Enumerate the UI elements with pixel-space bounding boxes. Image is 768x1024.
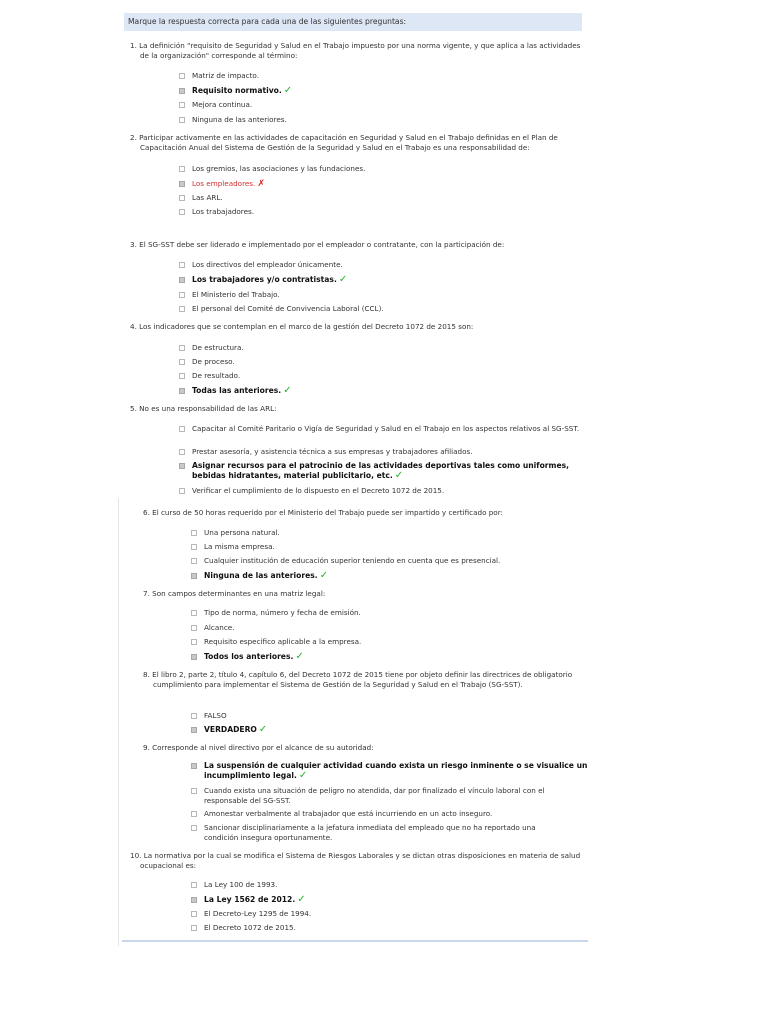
option-q4-1[interactable] [179,343,579,353]
option-label: Cualquier institución de educación superior teniendo en cuenta que es presencial. [204,556,501,565]
question-text: Los indicadores que se contemplan en el marco de la gestión del Decreto 1072 de 2015 son: [139,322,474,331]
option-label: Requisito específico aplicable a la empresa. [204,637,362,646]
option-checkbox[interactable] [179,373,185,379]
question-text: No es una responsabilidad de las ARL: [139,404,277,413]
option-q5-4[interactable] [179,486,584,496]
question-text: La normativa por la cual se modifica el Sistema de Riesgos Laborales y se dictan otras disposiciones en materia de salud ocupacional es: [140,851,581,870]
option-q3-4[interactable] [179,304,579,314]
question-text: El libro 2, parte 2, título 4, capítulo 6, del Decreto 1072 de 2015 tiene por objeto definir las directrices de obligatorio cumplimiento para implementar el Sistema de Gestión de la Seguridad y Salud en el Trabajo (SG-SST). [152,670,573,689]
question-number: 6. [143,508,153,517]
option-checkbox[interactable] [191,911,197,917]
option-label: Ninguna de las anteriores. [192,115,287,124]
option-checkbox[interactable] [179,345,185,351]
option-checkbox[interactable] [191,882,197,888]
option-checkbox[interactable] [179,117,185,123]
option-q2-1[interactable] [179,164,579,174]
correct-check-icon: ✓ [319,570,329,581]
option-checkbox[interactable] [191,825,197,831]
option-q1-4[interactable] [179,115,579,125]
option-checkbox[interactable] [179,73,185,79]
option-label: Los directivos del empleador únicamente. [192,260,343,269]
option-label: De proceso. [192,357,235,366]
option-label: De resultado. [192,371,241,380]
option-checkbox[interactable] [191,558,197,564]
correct-check-icon: ✓ [258,724,268,735]
option-label: La suspensión de cualquier actividad cuando exista un riesgo inminente o se visualice un incumplimiento legal. ✓ [204,761,588,781]
question-1 [130,41,590,60]
option-q1-1[interactable] [179,71,579,81]
option-q6-3[interactable] [191,556,581,566]
option-label: Los trabajadores y/o contratistas. ✓ [192,274,348,285]
option-checkbox[interactable] [191,727,197,733]
option-q6-4[interactable] [191,571,581,581]
option-checkbox[interactable] [179,449,185,455]
option-checkbox[interactable] [191,925,197,931]
correct-check-icon: ✓ [283,385,292,396]
question-text: Corresponde al nivel directivo por el alcance de su autoridad: [152,743,374,752]
option-checkbox[interactable] [179,488,185,494]
option-checkbox[interactable] [179,306,185,312]
option-label: Amonestar verbalmente al trabajador que está incurriendo en un acto inseguro. [204,809,493,818]
option-checkbox[interactable] [179,463,185,469]
option-label: El Decreto 1072 de 2015. [204,923,296,932]
option-q7-3[interactable] [191,637,581,647]
option-q4-4[interactable] [179,386,579,396]
option-label: Prestar asesoría, y asistencia técnica a sus empresas y trabajadores afiliados. [192,447,473,456]
question-text: La definición "requisito de Seguridad y Salud en el Trabajo impuesto por una norma vigente, y que aplica a las actividades de la organización" corresponde al término: [139,41,581,60]
option-checkbox[interactable] [179,292,185,298]
option-label: Sancionar disciplinariamente a la jefatura inmediata del empleado que no ha reportado una condición insegura oportunamente. [204,823,536,842]
option-checkbox[interactable] [191,610,197,616]
option-label: Asignar recursos para el patrocinio de las actividades deportivas tales como uniformes, bebidas hidratantes, material publicitario, etc. ✓ [192,461,570,481]
option-label: Capacitar al Comité Paritario o Vigía de Seguridad y Salud en el Trabajo en los aspectos relativos al SG-SST. [192,424,580,433]
option-label: Requisito normativo. ✓ [192,85,293,96]
option-q10-1[interactable] [191,880,581,890]
option-q2-2[interactable] [179,179,579,189]
correct-check-icon: ✓ [295,651,304,662]
question-number: 9. [143,743,153,752]
question-number: 8. [143,670,153,679]
question-text: El curso de 50 horas requerido por el Ministerio del Trabajo puede ser impartido y certificado por: [152,508,503,517]
option-label: La Ley 1562 de 2012. ✓ [204,894,306,905]
question-6 [143,508,603,518]
question-text: Son campos determinantes en una matriz legal: [152,589,326,598]
option-q10-3[interactable] [191,909,581,919]
option-q9-2[interactable] [191,786,571,805]
question-7 [143,589,603,599]
correct-check-icon: ✓ [298,769,308,781]
instructions-header: Marque la respuesta correcta para cada una de las siguientes preguntas: [124,13,582,31]
option-q5-3[interactable] [179,461,584,480]
option-checkbox[interactable] [179,262,185,268]
option-label: Todas las anteriores. ✓ [192,385,292,396]
option-label: VERDADERO ✓ [204,724,268,735]
option-checkbox[interactable] [191,639,197,645]
option-q9-3[interactable] [191,809,571,819]
option-checkbox[interactable] [179,88,185,94]
incorrect-x-icon: ✗ [257,179,265,189]
option-checkbox[interactable] [179,426,185,432]
option-label: Las ARL. [192,193,223,202]
option-q3-2[interactable] [179,275,579,285]
question-number: 3. [130,240,140,249]
option-q3-1[interactable] [179,260,579,270]
option-q4-2[interactable] [179,357,579,367]
question-3 [130,240,595,250]
option-q7-1[interactable] [191,608,581,618]
option-checkbox[interactable] [191,897,197,903]
option-label: Verificar el cumplimiento de lo dispuesto en el Decreto 1072 de 2015. [192,486,445,495]
option-q2-3[interactable] [179,193,579,203]
option-checkbox[interactable] [191,544,197,550]
option-label: El Ministerio del Trabajo. [192,290,280,299]
option-q1-2[interactable] [179,86,579,96]
option-label: Los empleadores. ✗ [192,179,265,189]
option-checkbox[interactable] [179,359,185,365]
question-number: 5. [130,404,140,413]
option-label: Tipo de norma, número y fecha de emisión. [204,608,361,617]
question-number: 2. [130,133,140,142]
option-label: Los trabajadores. [192,207,255,216]
option-q5-2[interactable] [179,447,584,457]
option-label: Los gremios, las asociaciones y las fundaciones. [192,164,366,173]
option-checkbox[interactable] [179,102,185,108]
option-q6-2[interactable] [191,542,581,552]
question-9 [143,743,603,753]
option-checkbox[interactable] [179,277,185,283]
option-checkbox[interactable] [179,195,185,201]
option-q9-1[interactable] [191,761,591,780]
question-text: El SG-SST debe ser liderado e implementado por el empleador o contratante, con la participación de: [139,240,505,249]
option-checkbox[interactable] [191,713,197,719]
option-label: Matriz de impacto. [192,71,259,80]
question-number: 1. [130,41,140,50]
option-q5-1[interactable] [179,424,584,434]
question-number: 10. [130,851,144,860]
option-label: La misma empresa. [204,542,275,551]
question-5 [130,404,595,414]
option-label: Todos los anteriores. ✓ [204,651,304,662]
option-q4-3[interactable] [179,371,579,381]
option-label: Alcance. [204,623,235,632]
option-label: FALSO [204,711,227,720]
option-q7-2[interactable] [191,623,581,633]
option-checkbox[interactable] [179,166,185,172]
option-checkbox[interactable] [191,654,197,660]
option-checkbox[interactable] [179,209,185,215]
option-checkbox[interactable] [191,573,197,579]
question-text: Participar activamente en las actividades de capacitación en Seguridad y Salud en el Trabajo definidas en el Plan de Capacitación Anual del Sistema de Gestión de la Seguridad y Salud en el Trabajo es una responsabilidad de: [139,133,558,152]
option-label: La Ley 100 de 1993. [204,880,278,889]
option-q8-2[interactable] [191,725,581,735]
question-10 [130,851,600,870]
option-q10-2[interactable] [191,895,581,905]
option-label: El Decreto-Ley 1295 de 1994. [204,909,312,918]
option-q9-4[interactable] [191,823,571,842]
option-label: Una persona natural. [204,528,280,537]
option-label: De estructura. [192,343,244,352]
option-checkbox[interactable] [179,388,185,394]
option-q10-4[interactable] [191,923,581,933]
option-q7-4[interactable] [191,652,581,662]
option-checkbox[interactable] [191,788,197,794]
option-label: Ninguna de las anteriores. ✓ [204,570,329,581]
question-number: 7. [143,589,153,598]
option-checkbox[interactable] [191,811,197,817]
correct-check-icon: ✓ [297,894,306,905]
option-label: Cuando exista una situación de peligro no atendida, dar por finalizado el vínculo laboral con el responsable del SG-SST. [204,786,545,805]
option-q8-1[interactable] [191,711,581,721]
option-q6-1[interactable] [191,528,581,538]
option-label: Mejora continua. [192,100,253,109]
question-4 [130,322,595,332]
option-checkbox[interactable] [191,763,197,769]
correct-check-icon: ✓ [394,469,404,481]
option-checkbox[interactable] [191,625,197,631]
option-q1-3[interactable] [179,100,579,110]
option-q3-3[interactable] [179,290,579,300]
option-label: El personal del Comité de Convivencia Laboral (CCL). [192,304,384,313]
question-2 [130,133,595,152]
question-number: 4. [130,322,140,331]
correct-check-icon: ✓ [283,85,293,96]
divider [122,940,588,942]
question-8 [143,670,600,689]
option-checkbox[interactable] [191,530,197,536]
correct-check-icon: ✓ [338,274,348,285]
option-q2-4[interactable] [179,207,579,217]
option-checkbox[interactable] [179,181,185,187]
